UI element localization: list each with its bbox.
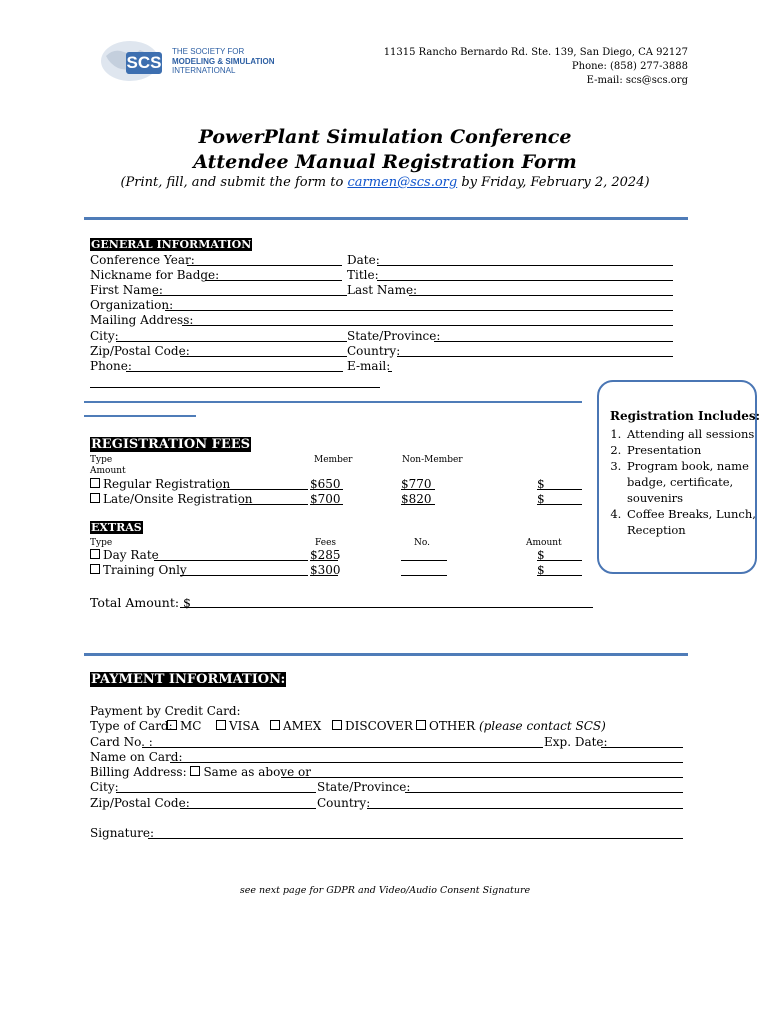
org-email: E-mail: scs@scs.org (586, 75, 688, 86)
day-rate-fee: $285 (310, 548, 341, 562)
extras-col-type: Type (90, 538, 113, 548)
includes-list (599, 426, 770, 538)
regular-registration-checkbox[interactable] (90, 478, 100, 488)
regular-amount-field[interactable] (537, 489, 582, 490)
first-name-label: First Name: (90, 283, 163, 297)
email-label: E-mail: (347, 359, 391, 373)
date-label: Date: (347, 253, 380, 267)
title-label: Title: (347, 268, 379, 282)
name-on-card-label: Name on Card: (90, 750, 183, 764)
late-nonmember-fee: $820 (401, 492, 432, 506)
country-field[interactable] (397, 356, 673, 357)
training-no-field[interactable] (401, 575, 447, 576)
title-field[interactable] (377, 280, 673, 281)
extras-header: EXTRAS (91, 521, 142, 534)
registration-fees-header: REGISTRATION FEES (91, 437, 251, 452)
includes-item: 2. Presentation (625, 442, 770, 458)
card-type-label: Type of Card: (90, 719, 173, 733)
late-registration-row: Late/Onsite Registration (90, 492, 253, 506)
billing-address-field[interactable] (281, 777, 683, 778)
organization-field[interactable] (165, 310, 673, 311)
fees-col-nonmember: Non-Member (402, 455, 463, 465)
phone-field[interactable] (126, 371, 343, 372)
card-option-amex[interactable]: AMEX (270, 719, 321, 733)
late-leader (239, 504, 308, 505)
fees-col-member: Member (314, 455, 353, 465)
exp-date-label: Exp. Date: (544, 735, 608, 749)
fees-col-type: Type (90, 455, 113, 465)
training-amount: $ (537, 563, 545, 577)
phone-label: Phone: (90, 359, 132, 373)
state-field[interactable] (434, 341, 673, 342)
training-checkbox[interactable] (90, 564, 100, 574)
divider-payment (84, 653, 688, 656)
other-checkbox[interactable] (416, 720, 426, 730)
registration-includes-box (597, 380, 761, 574)
logo-badge: SCS (126, 53, 162, 72)
logo-line-2: MODELING & SIMULATION (172, 56, 275, 66)
regular-member-fee: $650 (310, 477, 341, 491)
same-as-above-checkbox[interactable] (190, 766, 200, 776)
payment-zip-label: Zip/Postal Code: (90, 796, 190, 810)
mailing-field[interactable] (182, 325, 673, 326)
form-title-line2: Attendee Manual Registration Form (193, 151, 577, 173)
state-label: State/Province: (347, 329, 441, 343)
amex-checkbox[interactable] (270, 720, 280, 730)
divider (84, 217, 688, 220)
includes-item: 4. Coffee Breaks, Lunch, Reception (625, 506, 770, 538)
signature-field[interactable] (148, 838, 683, 839)
last-name-field[interactable] (409, 295, 673, 296)
fees-col-amount: Amount (90, 466, 126, 476)
nickname-label: Nickname for Badge: (90, 268, 220, 282)
late-member-underline (310, 504, 343, 505)
includes-item: 3. Program book, name badge, certificate, souvenirs (625, 458, 770, 506)
conference-year-label: Conference Year: (90, 253, 195, 267)
city-field[interactable] (116, 341, 347, 342)
billing-address-label: Billing Address: Same as above or (90, 765, 311, 779)
conference-year-field[interactable] (187, 265, 342, 266)
late-member-fee: $700 (310, 492, 341, 506)
total-amount-label: Total Amount: $ (90, 595, 192, 610)
divider-thin (84, 401, 582, 403)
extras-col-amount: Amount (526, 538, 562, 548)
footer-note: see next page for GDPR and Video/Audio Consent Signature (239, 885, 531, 896)
email-link[interactable]: carmen@scs.org (347, 175, 458, 190)
day-rate-leader (154, 560, 308, 561)
signature-label: Signature: (90, 826, 155, 840)
payment-country-field[interactable] (367, 808, 683, 809)
payment-country-label: Country: (317, 796, 371, 810)
day-rate-no-field[interactable] (401, 560, 447, 561)
exp-date-field[interactable] (601, 747, 683, 748)
general-info-header: GENERAL INFORMATION (91, 238, 252, 251)
includes-title: Registration Includes: (610, 409, 761, 423)
last-name-label: Last Name: (347, 283, 418, 297)
other-note: (please contact SCS) (478, 719, 606, 733)
payment-state-field[interactable] (405, 792, 683, 793)
regular-member-underline (310, 489, 343, 490)
training-row: Training Only (90, 563, 187, 577)
payment-state-label: State/Province: (317, 780, 411, 794)
discover-checkbox[interactable] (332, 720, 342, 730)
country-label: Country: (347, 344, 401, 358)
form-subtitle: (Print, fill, and submit the form to carmen@scs.org by Friday, February 2, 2024) (120, 175, 650, 190)
date-field[interactable] (377, 265, 673, 266)
zip-field[interactable] (180, 356, 347, 357)
nickname-field[interactable] (205, 280, 342, 281)
late-registration-checkbox[interactable] (90, 493, 100, 503)
extras-col-fees: Fees (315, 538, 337, 548)
total-amount-field[interactable] (180, 607, 593, 608)
day-rate-amount-field[interactable] (537, 560, 582, 561)
name-on-card-field[interactable] (170, 762, 683, 763)
day-rate-row: Day Rate (90, 548, 159, 562)
email-field[interactable] (388, 371, 392, 372)
card-no-label: Card No. : (90, 735, 153, 749)
mc-checkbox[interactable] (167, 720, 177, 730)
org-address: 11315 Rancho Bernardo Rd. Ste. 139, San Diego, CA 92127 (383, 47, 688, 58)
training-fee: $300 (310, 563, 341, 577)
logo-line-1: THE SOCIETY FOR (172, 47, 245, 56)
regular-amount: $ (537, 477, 545, 491)
day-rate-checkbox[interactable] (90, 549, 100, 559)
payment-city-label: City: (90, 780, 119, 794)
card-option-mc[interactable]: MC (167, 719, 201, 733)
day-rate-fee-underline (310, 560, 338, 561)
day-rate-amount: $ (537, 548, 545, 562)
visa-checkbox[interactable] (216, 720, 226, 730)
org-phone: Phone: (858) 277-3888 (571, 61, 688, 72)
logo (100, 38, 280, 86)
zip-label: Zip/Postal Code: (90, 344, 190, 358)
mailing-label: Mailing Address: (90, 313, 194, 327)
organization-label: Organization: (90, 298, 174, 312)
training-fee-underline (310, 575, 338, 576)
training-amount-field[interactable] (537, 575, 582, 576)
training-leader (180, 575, 308, 576)
card-option-visa[interactable]: VISA (216, 719, 259, 733)
divider-short (84, 415, 196, 417)
regular-nonmember-underline (401, 489, 435, 490)
card-option-other[interactable]: OTHER (please contact SCS) (416, 719, 606, 733)
city-label: City: (90, 329, 119, 343)
includes-item: 1. Attending all sessions (625, 426, 770, 442)
regular-registration-row: Regular Registration (90, 477, 230, 491)
payment-city-field[interactable] (116, 792, 316, 793)
late-nonmember-underline (401, 504, 435, 505)
extras-col-no: No. (414, 538, 430, 548)
card-option-discover[interactable]: DISCOVER (332, 719, 413, 733)
email-field-continued[interactable] (90, 387, 380, 388)
logo-line-3: INTERNATIONAL (172, 66, 236, 75)
payment-zip-field[interactable] (180, 808, 316, 809)
first-name-field[interactable] (153, 295, 347, 296)
payment-by-card: Payment by Credit Card: (90, 704, 241, 718)
regular-nonmember-fee: $770 (401, 477, 432, 491)
regular-leader (216, 489, 308, 490)
form-title-line1: PowerPlant Simulation Conference (198, 126, 572, 148)
payment-info-header: PAYMENT INFORMATION: (91, 672, 286, 687)
late-amount-field[interactable] (537, 504, 582, 505)
card-no-field[interactable] (142, 747, 543, 748)
late-amount: $ (537, 492, 545, 506)
